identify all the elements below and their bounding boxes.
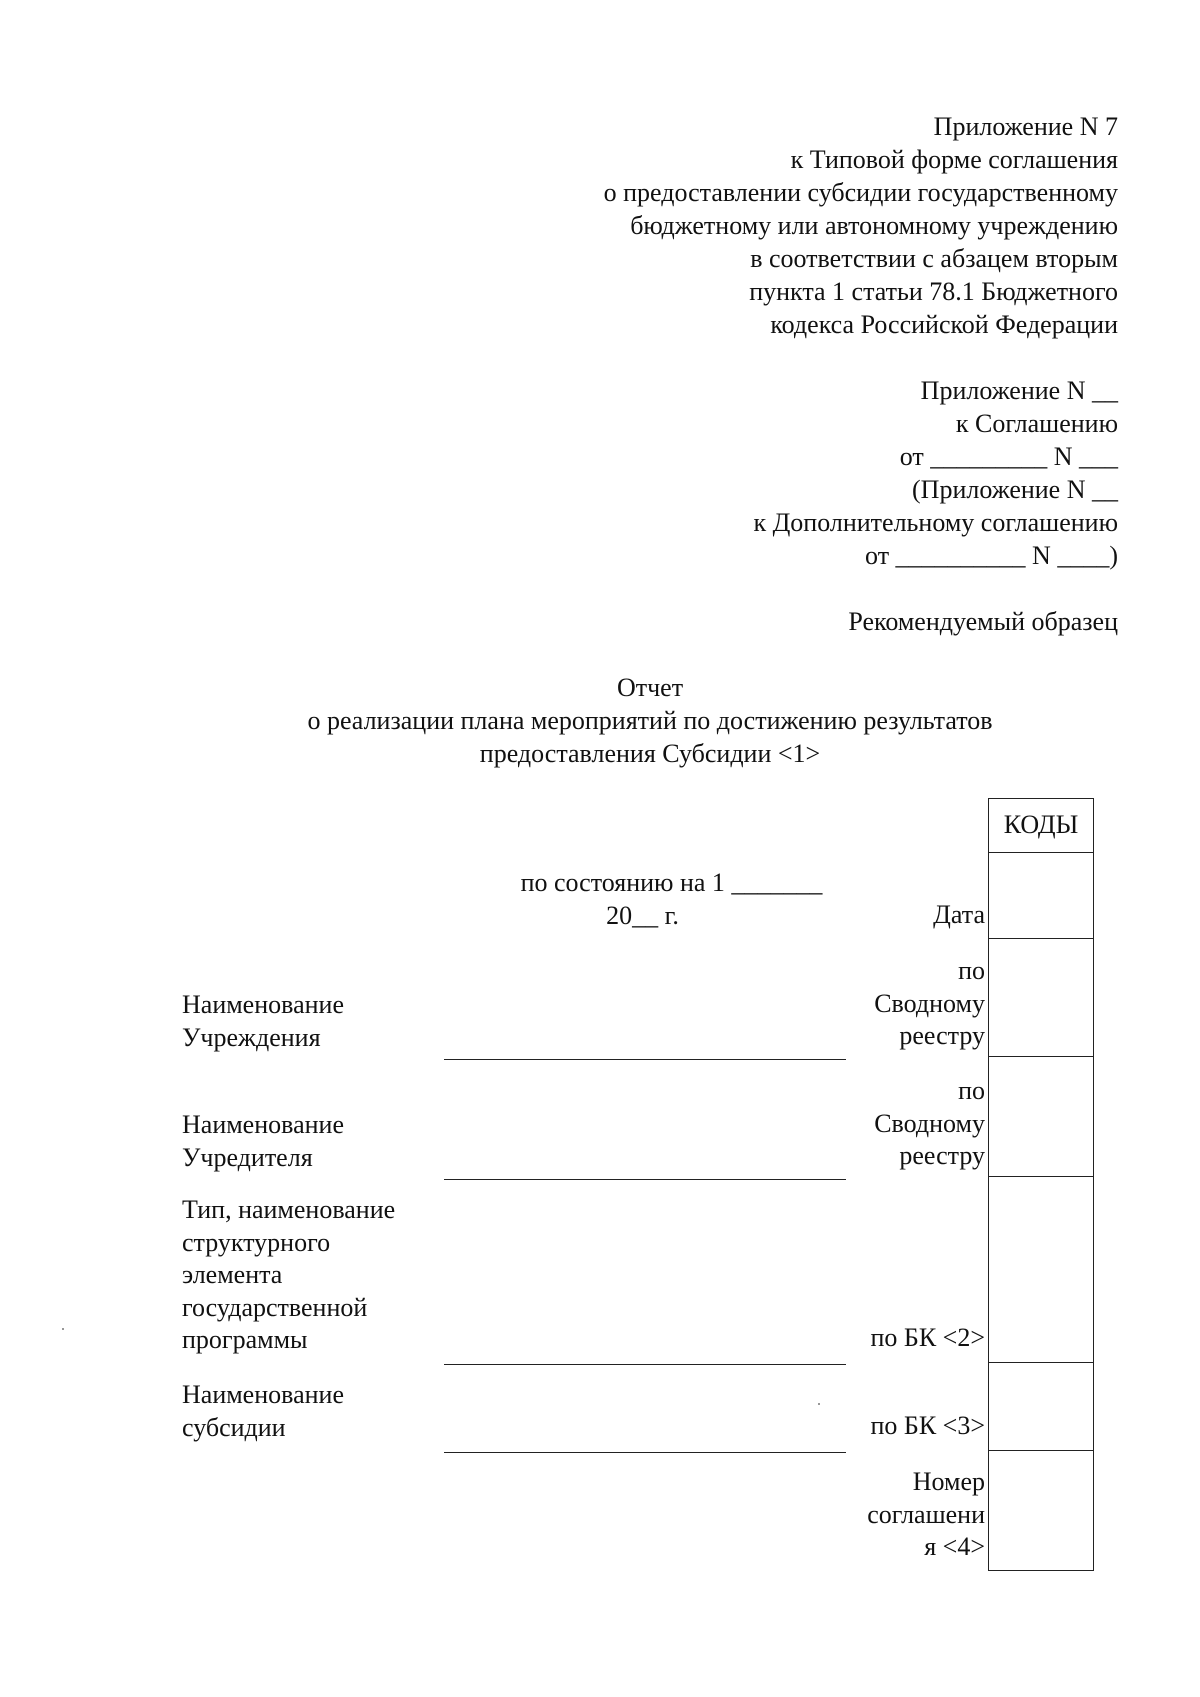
institution-name-label: Наименование Учреждения [182,990,344,1052]
as-of-date-line: по состоянию на 1 _______ [520,868,823,897]
title-line: Отчет [616,673,684,702]
founder-code-cell-border [988,1176,1094,1177]
agreement-line: (Приложение N __ [912,475,1118,504]
as-of-year-line: 20__ г. [606,901,679,930]
agreement-line: к Дополнительному соглашению [753,508,1118,537]
title-line: о реализации плана мероприятий по достижению результатов [307,706,993,735]
title-line: предоставления Субсидии <1> [479,739,821,768]
program-code-cell-border [988,1362,1094,1363]
founder-name-label: Наименование Учредителя [182,1110,344,1172]
appendix-line: кодекса Российской Федерации [770,310,1118,339]
agreement-line: от _________ N ___ [899,442,1118,471]
subsidy-name-label: Наименование субсидии [182,1380,344,1442]
subsidy-name-field[interactable] [444,1452,846,1453]
codes-header: КОДЫ [1003,810,1079,839]
scan-speck [818,1403,820,1405]
appendix-line: в соответствии с абзацем вторым [750,244,1118,273]
subsidy-code-cell-border [988,1450,1094,1451]
appendix-line: пункта 1 статьи 78.1 Бюджетного [749,277,1118,306]
date-cell-border [988,938,1094,939]
codes-top-border [988,798,1094,799]
agreement-line: от __________ N ____) [865,541,1118,570]
founder-name-field[interactable] [444,1179,846,1180]
agreement-number-code-label: Номер соглашени я <4> [867,1467,985,1561]
recommended-sample-label: Рекомендуемый образец [848,607,1118,636]
agreement-number-cell-border [988,1570,1094,1571]
scan-speck [62,1328,64,1330]
subsidy-bk-code-label: по БК <3> [870,1411,985,1440]
institution-registry-code-label: по Сводному реестру [874,956,985,1050]
codes-column [988,798,1094,1570]
appendix-line: Приложение N 7 [933,112,1118,141]
institution-name-field[interactable] [444,1059,846,1060]
codes-header-border [988,852,1094,853]
agreement-line: Приложение N __ [920,376,1118,405]
appendix-line: к Типовой форме соглашения [790,145,1118,174]
founder-registry-code-label: по Сводному реестру [874,1076,985,1170]
program-element-field[interactable] [444,1364,846,1365]
appendix-line: бюджетному или автономному учреждению [630,211,1118,240]
appendix-line: о предоставлении субсидии государственному [603,178,1118,207]
program-element-label: Тип, наименование структурного элемента государственной программы [182,1195,396,1354]
agreement-line: к Соглашению [955,409,1118,438]
institution-code-cell-border [988,1056,1094,1057]
program-bk-code-label: по БК <2> [870,1323,985,1352]
date-code-label: Дата [933,900,985,929]
